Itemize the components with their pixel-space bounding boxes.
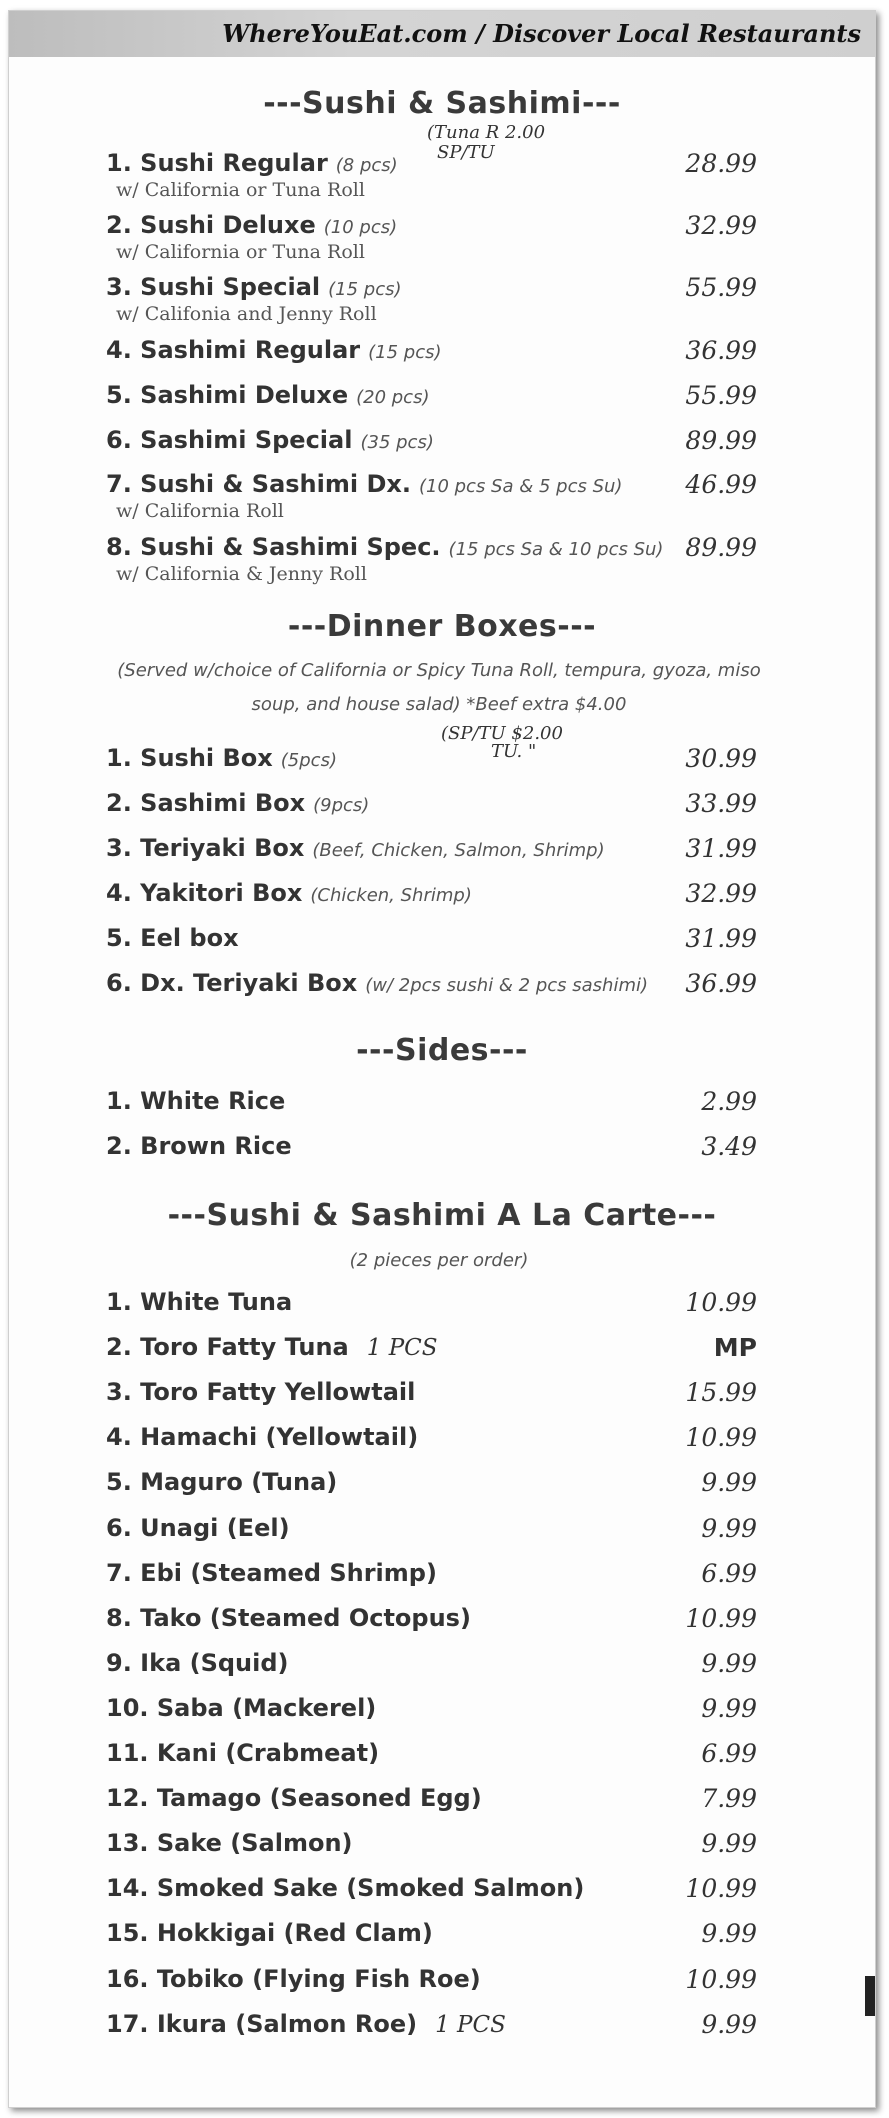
menu-item [106, 1378, 795, 1412]
menu-item [106, 426, 795, 460]
item-price: 30.99 [685, 744, 757, 773]
item-qty: (10 pcs Sa & 5 pcs Su) [418, 476, 623, 497]
item-price: 10.99 [685, 1288, 757, 1317]
item-name: 15. Hokkigai (Red Clam) [106, 1919, 433, 1948]
menu-item [106, 1288, 795, 1322]
item-qty: (35 pcs) [360, 432, 434, 453]
item-name: 1. Sushi Box [106, 744, 273, 772]
item-name: 13. Sake (Salmon) [106, 1829, 353, 1858]
item-name: 1. White Rice [106, 1087, 286, 1115]
menu-page [8, 10, 876, 2108]
item-qty: (15 pcs) [368, 342, 442, 363]
item-price: 9.99 [701, 1468, 757, 1498]
item-name: 6. Sashimi Special [106, 426, 353, 454]
item-description: w/ Califonia and Jenny Roll [116, 303, 377, 325]
item-name: 2. Toro Fatty Tuna [106, 1333, 349, 1362]
dinner-boxes-note: (Served w/choice of California or Spicy Tuna Roll, tempura, gyoza, miso soup, and house salad) *Beef extra $4.00 [117, 660, 761, 715]
item-price: 9.99 [701, 1919, 757, 1949]
menu-item [106, 879, 795, 913]
item-price: 89.99 [685, 426, 757, 455]
item-price: 9.99 [701, 1648, 757, 1678]
a-la-carte-subtitle: (2 pieces per order) [349, 1250, 529, 1271]
item-price: 2.99 [701, 1087, 757, 1116]
item-qty: (8 pcs) [335, 155, 398, 176]
scan-mark [865, 1976, 875, 2016]
item-price: 10.99 [685, 1964, 757, 1994]
menu-item [106, 969, 795, 1003]
menu-item [106, 789, 795, 823]
item-price: 9.99 [701, 1693, 757, 1723]
item-name: 10. Saba (Mackerel) [106, 1693, 377, 1722]
handwritten-note: 1 PCS [435, 2011, 506, 2038]
menu-item [106, 336, 795, 370]
item-price: 31.99 [685, 924, 757, 953]
handwritten-note: (Tuna R 2.00 SP/TU [427, 122, 546, 163]
item-name: 12. Tamago (Seasoned Egg) [106, 1784, 482, 1813]
menu-item [106, 381, 795, 415]
item-name: 4. Yakitori Box [106, 879, 303, 907]
item-qty: (20 pcs) [356, 387, 430, 408]
menu-item [106, 470, 795, 504]
item-name: 5. Eel box [106, 924, 239, 952]
item-price: 6.99 [701, 1739, 757, 1768]
item-price: 15.99 [685, 1378, 757, 1408]
item-description: w/ California or Tuna Roll [116, 179, 365, 201]
menu-item [106, 211, 795, 245]
item-description: w/ California or Tuna Roll [116, 241, 365, 263]
item-name: 11. Kani (Crabmeat) [106, 1739, 380, 1767]
item-price: 10.99 [685, 1874, 757, 1904]
menu-item [106, 924, 795, 958]
item-name: 3. Toro Fatty Yellowtail [106, 1378, 416, 1407]
handwritten-note: 1 PCS [366, 1335, 438, 1362]
item-price: 6.99 [701, 1558, 757, 1588]
menu-item [106, 834, 795, 868]
item-qty: (Chicken, Shrimp) [310, 885, 472, 906]
menu-item [106, 1333, 795, 1367]
item-name: 14. Smoked Sake (Smoked Salmon) [106, 1874, 585, 1903]
item-qty: (5pcs) [280, 750, 337, 771]
item-price: 10.99 [685, 1423, 757, 1453]
item-name: 3. Teriyaki Box [106, 834, 305, 862]
item-name: 2. Brown Rice [106, 1132, 292, 1160]
item-name: 9. Ika (Squid) [106, 1648, 289, 1677]
item-price: 7.99 [701, 1784, 757, 1814]
item-name: 16. Tobiko (Flying Fish Roe) [106, 1964, 481, 1993]
menu-item [106, 1604, 795, 1638]
item-price: 3.49 [701, 1132, 757, 1161]
menu-item [106, 1132, 795, 1166]
menu-item [106, 1784, 795, 1818]
item-price: 55.99 [685, 381, 757, 410]
menu-item [106, 1087, 795, 1121]
section-title-dinner-boxes: ---Dinner Boxes--- [287, 609, 597, 644]
item-name: 2. Sashimi Box [106, 789, 306, 817]
item-name: 6. Dx. Teriyaki Box [106, 969, 358, 997]
menu-item [106, 1649, 795, 1683]
item-name: 8. Tako (Steamed Octopus) [106, 1603, 471, 1632]
menu-item [106, 1694, 795, 1728]
item-qty: (15 pcs Sa & 10 pcs Su) [448, 539, 664, 560]
item-qty: (10 pcs) [323, 217, 398, 238]
handwritten-note: (SP/TU $2.00 TU. " [441, 723, 563, 762]
section-title-sushi-sashimi: ---Sushi & Sashimi--- [263, 86, 621, 121]
item-name: 2. Sushi Deluxe [106, 211, 316, 239]
item-qty: (15 pcs) [328, 279, 402, 300]
item-price: 31.99 [685, 834, 757, 863]
menu-item [106, 1423, 795, 1457]
item-price: 55.99 [685, 273, 757, 302]
item-price: 36.99 [685, 969, 757, 998]
menu-item [106, 1965, 795, 1999]
menu-item [106, 1514, 795, 1548]
item-name: 3. Sushi Special [106, 273, 321, 301]
item-name: 4. Hamachi (Yellowtail) [106, 1423, 419, 1452]
menu-item [106, 1468, 795, 1502]
menu-item [106, 533, 795, 567]
menu-item [106, 1829, 795, 1863]
item-price: 89.99 [685, 533, 757, 562]
menu-item [106, 1919, 795, 1953]
section-title-a-la-carte: ---Sushi & Sashimi A La Carte--- [167, 1198, 717, 1233]
item-name: 5. Sashimi Deluxe [106, 381, 349, 409]
item-price: 32.99 [685, 211, 757, 240]
menu-item [106, 744, 795, 778]
menu-item [106, 273, 795, 307]
item-price: 46.99 [685, 470, 757, 499]
item-qty: (w/ 2pcs sushi & 2 pcs sashimi) [365, 975, 649, 996]
item-description: w/ California & Jenny Roll [116, 563, 367, 585]
section-title-sides: ---Sides--- [356, 1033, 528, 1068]
item-price: 9.99 [701, 2009, 757, 2039]
menu-item [106, 1874, 795, 1908]
item-name: 7. Sushi & Sashimi Dx. [106, 470, 411, 498]
item-price: MP [713, 1333, 757, 1363]
item-price: 9.99 [701, 1829, 757, 1859]
menu-item [106, 1559, 795, 1593]
item-name: 1. Sushi Regular [106, 149, 328, 177]
item-price: 9.99 [701, 1513, 757, 1543]
menu-item [106, 2010, 795, 2044]
item-qty: (Beef, Chicken, Salmon, Shrimp) [312, 840, 605, 861]
menu-item [106, 149, 795, 183]
item-name: 7. Ebi (Steamed Shrimp) [106, 1558, 437, 1587]
item-name: 4. Sashimi Regular [106, 336, 361, 364]
item-name: 8. Sushi & Sashimi Spec. [106, 533, 441, 561]
item-name: 17. Ikura (Salmon Roe) [106, 2009, 418, 2038]
item-name: 1. White Tuna [106, 1288, 293, 1316]
item-price: 32.99 [685, 879, 757, 908]
header-bar [9, 11, 875, 57]
item-price: 28.99 [685, 149, 757, 178]
item-description: w/ California Roll [116, 500, 284, 522]
item-qty: (9pcs) [313, 795, 370, 816]
item-name: 5. Maguro (Tuna) [106, 1468, 338, 1497]
site-title[interactable]: WhereYouEat.com / Discover Local Restaurants [222, 19, 861, 48]
item-price: 36.99 [685, 336, 757, 365]
item-price: 10.99 [685, 1603, 757, 1633]
menu-item [106, 1739, 795, 1773]
item-name: 6. Unagi (Eel) [106, 1513, 290, 1542]
item-price: 33.99 [685, 789, 757, 818]
